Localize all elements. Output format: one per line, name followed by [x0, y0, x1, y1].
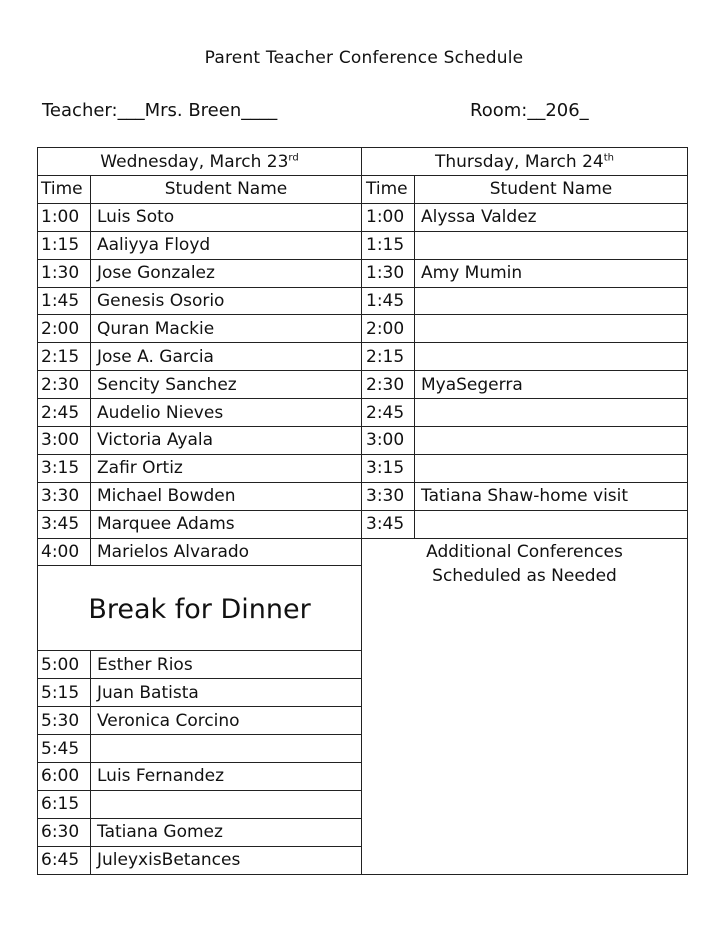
wednesday-day-text: Wednesday, March 23 [100, 151, 289, 172]
day-header-row [38, 148, 688, 176]
wednesday-slot-student: Luis Soto [91, 203, 362, 231]
wednesday-slot-student: Jose Gonzalez [91, 259, 362, 287]
thursday-slot-time: 1:45 [362, 287, 415, 315]
thursday-slot-time: 2:30 [362, 371, 415, 399]
thursday-slot-time: 2:00 [362, 315, 415, 343]
thursday-slot-time: 2:15 [362, 343, 415, 371]
wednesday-slot-time: 3:00 [38, 427, 91, 455]
thursday-slot-time: 3:30 [362, 482, 415, 510]
wednesday-slot-student: Esther Rios [91, 651, 362, 679]
wednesday-slot-student: Victoria Ayala [91, 427, 362, 455]
wednesday-slot-time: 6:00 [38, 763, 91, 791]
wednesday-slot-time: 2:15 [38, 343, 91, 371]
wednesday-slot-time: 6:30 [38, 818, 91, 846]
table-row [38, 454, 688, 482]
thursday-slot-time: 1:15 [362, 231, 415, 259]
thursday-slot-time: 3:45 [362, 510, 415, 538]
wednesday-day-header [38, 148, 362, 176]
wednesday-slot-time: 3:15 [38, 454, 91, 482]
schedule-table [37, 147, 688, 875]
thursday-additional-conferences-note [362, 538, 688, 874]
table-row [38, 482, 688, 510]
thursday-slot-student [415, 343, 688, 371]
wednesday-slot-student [91, 790, 362, 818]
wednesday-slot-time: 1:30 [38, 259, 91, 287]
wednesday-slot-time: 1:00 [38, 203, 91, 231]
teacher-label: Teacher:___Mrs. Breen____ [42, 100, 278, 121]
thursday-slot-student: Alyssa Valdez [415, 203, 688, 231]
wednesday-name-header: Student Name [91, 176, 362, 204]
wednesday-slot-time: 2:00 [38, 315, 91, 343]
thursday-slot-student [415, 454, 688, 482]
thursday-day-text: Thursday, March 24 [435, 151, 604, 172]
wednesday-slot-student: Zafir Ortiz [91, 454, 362, 482]
wednesday-slot-student [91, 735, 362, 763]
document-title: Parent Teacher Conference Schedule [204, 48, 524, 68]
thursday-day-header [362, 148, 688, 176]
wednesday-slot-student: Genesis Osorio [91, 287, 362, 315]
thursday-slot-time: 1:30 [362, 259, 415, 287]
table-row [38, 287, 688, 315]
additional-note-line-2: Scheduled as Needed [432, 565, 617, 586]
thursday-slot-student [415, 510, 688, 538]
wednesday-slot-time: 1:15 [38, 231, 91, 259]
wednesday-slot-student: Aaliyya Floyd [91, 231, 362, 259]
thursday-slot-student [415, 315, 688, 343]
table-row [38, 510, 688, 538]
wednesday-slot-time: 1:45 [38, 287, 91, 315]
table-row [38, 538, 688, 566]
thursday-slot-student: Amy Mumin [415, 259, 688, 287]
thursday-slot-student [415, 399, 688, 427]
thursday-name-header: Student Name [415, 176, 688, 204]
wednesday-slot-student: Veronica Corcino [91, 707, 362, 735]
wednesday-slot-time: 4:00 [38, 538, 91, 566]
thursday-slot-student [415, 231, 688, 259]
wednesday-slot-student: Marquee Adams [91, 510, 362, 538]
table-row [38, 343, 688, 371]
wednesday-slot-time: 3:30 [38, 482, 91, 510]
wednesday-slot-student: Marielos Alvarado [91, 538, 362, 566]
table-row [38, 399, 688, 427]
room-label: Room:__206_ [470, 100, 589, 121]
wednesday-slot-time: 2:45 [38, 399, 91, 427]
wednesday-slot-student: Tatiana Gomez [91, 818, 362, 846]
wednesday-slot-student: Quran Mackie [91, 315, 362, 343]
wednesday-slot-time: 6:15 [38, 790, 91, 818]
thursday-slot-student [415, 427, 688, 455]
wednesday-slot-time: 3:45 [38, 510, 91, 538]
column-header-row [38, 176, 688, 204]
wednesday-slot-time: 6:45 [38, 846, 91, 874]
wednesday-day-suffix: rd [288, 151, 299, 163]
wednesday-slot-time: 5:30 [38, 707, 91, 735]
wednesday-slot-time: 5:15 [38, 679, 91, 707]
thursday-slot-time: 3:15 [362, 454, 415, 482]
table-row [38, 427, 688, 455]
table-row [38, 371, 688, 399]
wednesday-slot-time: 2:30 [38, 371, 91, 399]
additional-note-line-1: Additional Conferences [426, 541, 623, 562]
wednesday-slot-student: Luis Fernandez [91, 763, 362, 791]
wednesday-slot-student: Jose A. Garcia [91, 343, 362, 371]
thursday-day-suffix: th [603, 151, 614, 163]
wednesday-time-header: Time [38, 176, 91, 204]
wednesday-slot-student: Sencity Sanchez [91, 371, 362, 399]
thursday-slot-student [415, 287, 688, 315]
thursday-slot-student: MyaSegerra [415, 371, 688, 399]
wednesday-slot-time: 5:45 [38, 735, 91, 763]
table-row [38, 315, 688, 343]
wednesday-slot-student: Audelio Nieves [91, 399, 362, 427]
table-row [38, 203, 688, 231]
thursday-slot-time: 1:00 [362, 203, 415, 231]
table-row [38, 231, 688, 259]
thursday-time-header: Time [362, 176, 415, 204]
thursday-slot-student: Tatiana Shaw-home visit [415, 482, 688, 510]
thursday-slot-time: 3:00 [362, 427, 415, 455]
wednesday-slot-time: 5:00 [38, 651, 91, 679]
wednesday-slot-student: Michael Bowden [91, 482, 362, 510]
thursday-slot-time: 2:45 [362, 399, 415, 427]
break-for-dinner: Break for Dinner [38, 566, 362, 651]
wednesday-slot-student: JuleyxisBetances [91, 846, 362, 874]
table-row [38, 259, 688, 287]
wednesday-slot-student: Juan Batista [91, 679, 362, 707]
